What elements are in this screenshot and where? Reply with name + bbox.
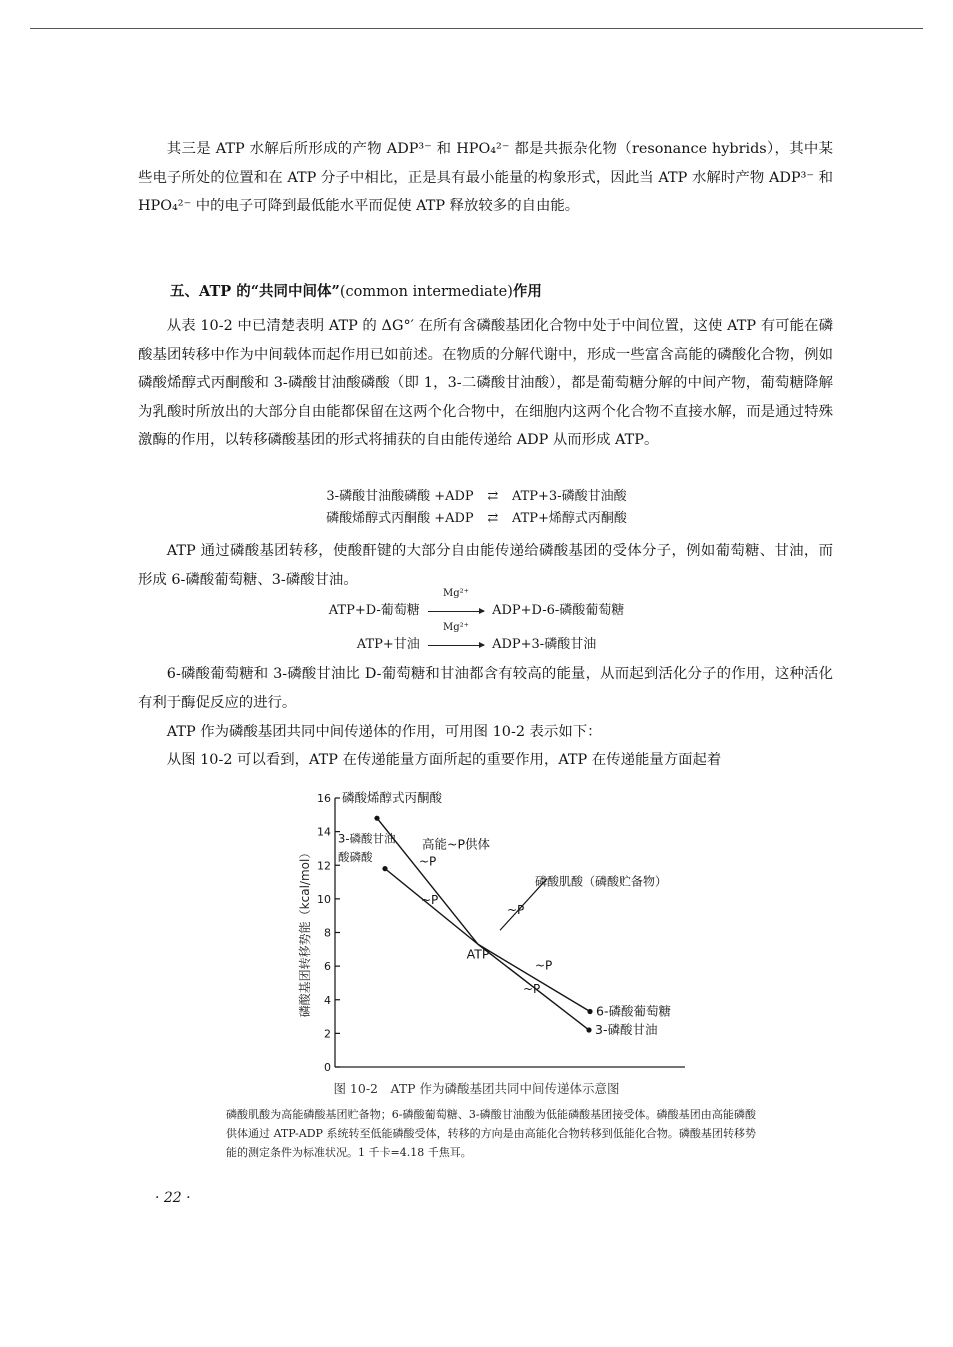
- equation-1: [0, 487, 953, 507]
- equation-2: [0, 509, 953, 529]
- high-energy-donor-label: 高能~P供体: [422, 836, 491, 852]
- y-axis-label: 磷酸基团转移势能（kcal/mol）: [298, 846, 312, 1018]
- transfer-label: ~P: [419, 854, 437, 869]
- transfer-potential-diagram: [285, 780, 705, 1080]
- figure-caption-note: 磷酸肌酸为高能磷酸基团贮备物；6-磷酸葡萄糖、3-磷酸甘油酸为低能磷酸基团接受体。磷酸基团由高能磷酸供体通过 ATP-ADP 系统转至低能磷酸受体，转移的方向是由高能化合物转移到低能化合物。磷酸基团转移势能的测定条件为标准状况。1 千卡=4.18 千焦耳。: [226, 1108, 756, 1159]
- compound-point: [586, 1027, 591, 1032]
- transfer-label: ~P: [421, 892, 439, 907]
- page-number: · 22 ·: [155, 1190, 191, 1206]
- transfer-line: [478, 944, 590, 1011]
- equation-1-right: ATP+3-磷酸甘油酸: [511, 489, 627, 504]
- figure-caption-title: 图 10-2 ATP 作为磷酸基团共同中间传递体示意图: [333, 1081, 620, 1096]
- y-tick-label: 2: [324, 1027, 331, 1041]
- equation-3-right: ADP+D-6-磷酸葡萄糖: [492, 603, 625, 618]
- paragraph-intermediate: 从表 10-2 中已清楚表明 ATP 的 ΔG°′ 在所有含磷酸基团化合物中处于中间位置，这使 ATP 有可能在磷酸基团转移中作为中间载体而起作用已如前述。在物质的分解代谢中，形成一些富含高能的磷酸化合物，例如磷酸烯醇式丙酮酸和 3-磷酸甘油酸磷酸（即 1，3-二磷酸甘油酸），都是葡萄糖分解的中间产物，葡萄糖降解为乳酸时所放出的大部分自由能都保留在这两个化合物中，在细胞内这两个化合物不直接水解，而是通过特殊激酶的作用，以转移磷酸基团的形式将捕获的自由能传递给 ADP 从而形成 ATP。: [138, 318, 833, 448]
- equation-2-right: ATP+烯醇式丙酮酸: [511, 511, 627, 526]
- paragraph-transfer: ATP 通过磷酸基团转移，使酸酐键的大部分自由能传递给磷酸基团的受体分子，例如葡萄糖、甘油，而形成 6-磷酸葡萄糖、3-磷酸甘油。: [138, 543, 833, 588]
- compound-label-glycerol-3p: 3-磷酸甘油: [595, 1022, 658, 1038]
- compound-label-bpg: 3-磷酸甘油: [338, 831, 396, 846]
- heading-prefix: 五、ATP 的“共同中间体”: [170, 283, 340, 300]
- equation-3: [0, 588, 953, 621]
- paragraph-resonance: 其三是 ATP 水解后所形成的产物 ADP³⁻ 和 HPO₄²⁻ 都是共振杂化物（resonance hybrids），其中某些电子所处的位置和在 ATP 分子中相比，正是具有最小能量的构象形式，因此当 ATP 水解时产物 ADP³⁻ 和 HPO₄²⁻ 中的电子可降到最低能水平而促使 ATP 释放较多的自由能。: [138, 141, 833, 214]
- creatine-phosphate-label: 磷酸肌酸（磷酸贮备物）: [535, 874, 668, 889]
- heading-english: (common intermediate): [339, 284, 513, 300]
- transfer-label: ~P: [535, 958, 553, 973]
- equation-4-left: ATP+甘油: [356, 637, 420, 652]
- arrow-condition: Mg²⁺: [442, 588, 469, 599]
- reversible-arrow-icon: ⇄: [487, 511, 499, 526]
- y-tick-label: 6: [324, 960, 331, 974]
- y-tick-label: 16: [317, 792, 331, 805]
- compound-label-atp: ATP: [466, 946, 490, 962]
- reversible-arrow-icon: ⇄: [487, 489, 499, 504]
- y-tick-label: 10: [317, 892, 331, 906]
- paragraph-figure-intro: ATP 作为磷酸基团共同中间传递体的作用，可用图 10-2 表示如下：: [166, 724, 602, 740]
- compound-point: [587, 1009, 592, 1014]
- y-tick-label: 8: [324, 926, 331, 940]
- y-tick-label: 12: [317, 859, 331, 873]
- section-heading: [170, 280, 542, 304]
- equation-3-left: ATP+D-葡萄糖: [328, 603, 420, 618]
- y-tick-label: 14: [317, 825, 331, 839]
- compound-point: [374, 816, 379, 821]
- transfer-label: ~P: [507, 903, 525, 918]
- arrow-condition: Mg²⁺: [442, 622, 469, 633]
- compound-point: [382, 866, 387, 871]
- equation-1-left: 3-磷酸甘油酸磷酸 +ADP: [326, 489, 474, 504]
- paragraph-activation: 6-磷酸葡萄糖和 3-磷酸甘油比 D-葡萄糖和甘油都含有较高的能量，从而起到活化分子的作用，这种活化有利于酶促反应的进行。: [138, 666, 833, 711]
- top-rule: [30, 28, 923, 29]
- paragraph-continuation: 从图 10-2 可以看到，ATP 在传递能量方面所起的重要作用，ATP 在传递能量方面起着: [166, 752, 722, 768]
- transfer-label: ~P: [523, 982, 541, 997]
- compound-label-bpg: 酸磷酸: [338, 849, 373, 864]
- y-tick-label: 4: [324, 993, 331, 1007]
- heading-suffix: 作用: [512, 283, 542, 300]
- equation-4: [0, 622, 953, 655]
- forward-arrow-icon: [428, 588, 484, 615]
- equation-2-left: 磷酸烯醇式丙酮酸 +ADP: [326, 511, 474, 526]
- forward-arrow-icon: [428, 622, 484, 649]
- equation-4-right: ADP+3-磷酸甘油: [492, 637, 597, 652]
- compound-label-phosphoenolpyruvate: 磷酸烯醇式丙酮酸: [342, 790, 443, 805]
- y-tick-label: 0: [324, 1061, 331, 1074]
- compound-label-g6p: 6-磷酸葡萄糖: [596, 1003, 671, 1019]
